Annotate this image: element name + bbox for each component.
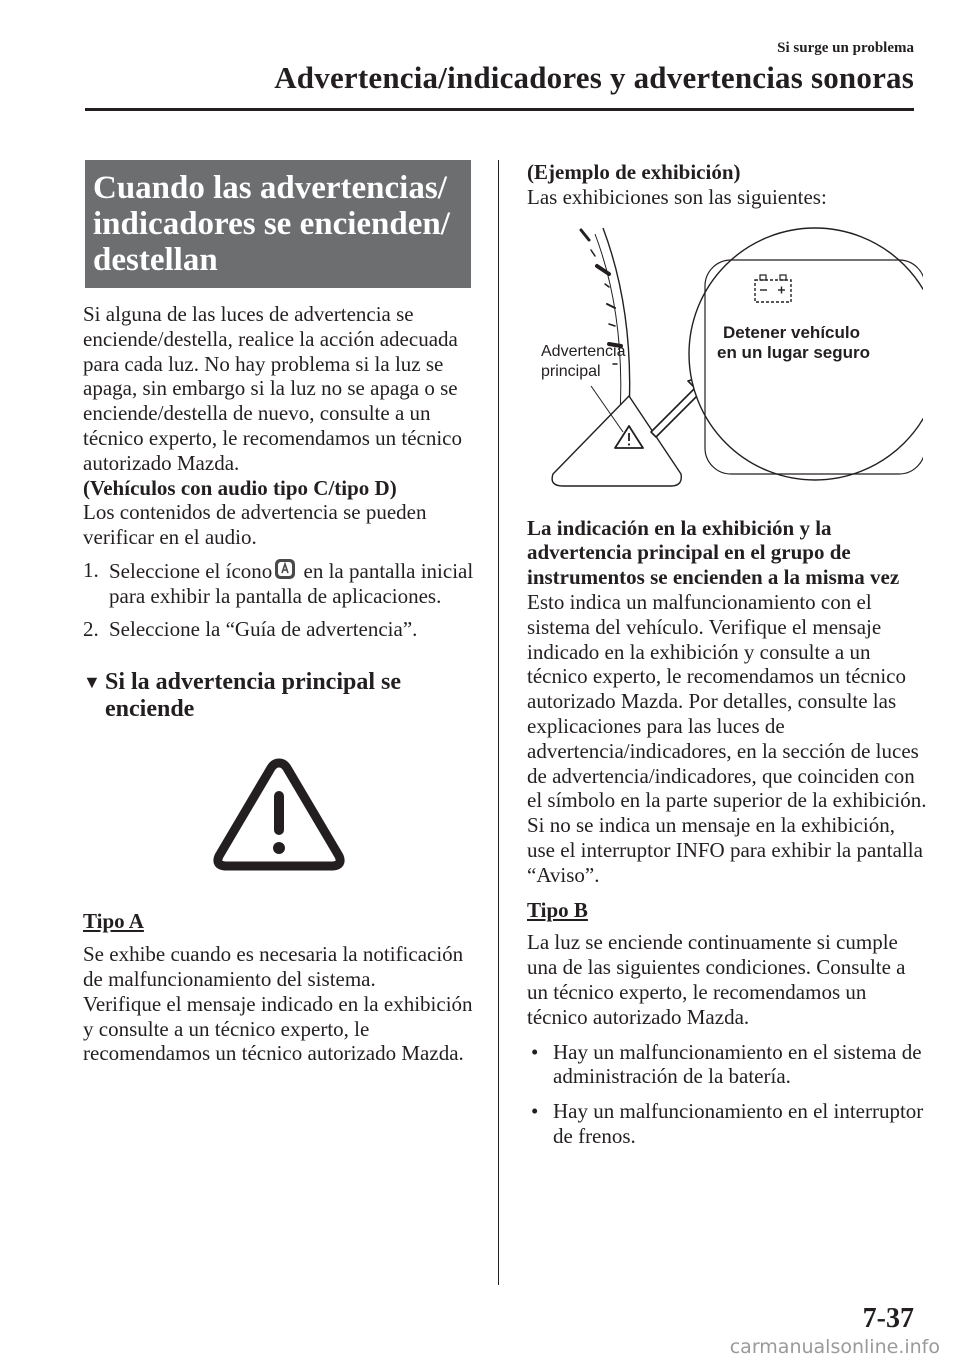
step-text-pre: Seleccione el ícono — [109, 558, 273, 583]
tipo-b-heading: Tipo B — [527, 897, 588, 922]
step-text: Seleccione la “Guía de advertencia”. — [109, 616, 418, 641]
header-rule — [85, 108, 914, 111]
tipo-a-text-1: Se exhibe cuando es necesaria la notificación de malfuncionamiento del sistema. — [83, 942, 464, 991]
tipo-b-text: La luz se enciende continuamente si cumple una de las siguientes condiciones. Consulte a un técnico experto, le recomendamos un técnico autorizado Mazda. — [527, 930, 906, 1029]
triangle-bullet-icon: ▼ — [83, 672, 101, 693]
step-number: 2. — [83, 616, 99, 641]
column-divider — [498, 160, 499, 1285]
list-item — [527, 1099, 927, 1149]
audio-text: Los contenidos de advertencia se pueden verificar en el audio. — [83, 500, 427, 550]
callout-label-line1: Advertencia — [541, 342, 626, 360]
running-header-title: Advertencia/indicadores y advertencias sonoras — [274, 60, 914, 95]
bullet-icon: • — [531, 1039, 539, 1064]
apps-icon — [274, 558, 296, 580]
subheading-text: Si la advertencia principal se enciende — [105, 669, 401, 723]
step-text-post: en la pantalla inicial para exhibir la pantalla de aplicaciones. — [109, 558, 474, 608]
display-example-diagram — [533, 224, 923, 502]
master-warning-icon — [212, 755, 346, 873]
list-item-step-2 — [83, 617, 475, 642]
bold-paragraph: La indicación en la exhibición y la advertencia principal en el grupo de instrumentos se encienden a la misma vez — [527, 515, 900, 590]
intro-paragraph: Si alguna de las luces de advertencia se enciende/destella, realice la acción adecuada para cada luz. No hay problema si la luz se apaga, sin embargo si la luz no se apaga o se enciende/destella de nuevo, consulte a un técnico experto, le recomendamos un técnico autorizado Mazda. — [83, 302, 463, 475]
tipo-a-text-2: Verifique el mensaje indicado en la exhibición y consulte a un técnico experto, le recomendamos un técnico autorizado Mazda. — [83, 991, 473, 1066]
body-paragraph: Esto indica un malfuncionamiento con el sistema del vehículo. Verifique el mensaje indicado en la exhibición y consulte a un técnico experto, le recomendamos un técnico autorizado Mazda. Por detalles, consulte las explicaciones para las luces de advertencia/indicadores, en la sección de luces de advertencia/indicadores, que coinciden con el símbolo en la parte superior de la exhibición. Si no se indica un mensaje en la exhibición, use el interruptor INFO para exhibir la pantalla “Aviso”. — [527, 589, 927, 887]
step-number: 1. — [83, 557, 99, 582]
left-column — [83, 160, 475, 1066]
audio-heading: (Vehículos con audio tipo C/tipo D) — [83, 475, 397, 500]
running-header-section: Si surge un problema — [777, 40, 914, 56]
cluster-warning-panel — [552, 396, 681, 486]
page-number: 7-37 — [862, 1303, 914, 1334]
bullet-icon: • — [531, 1099, 539, 1124]
example-text: Las exhibiciones son las siguientes: — [527, 184, 827, 209]
example-heading: (Ejemplo de exhibición) — [527, 160, 741, 184]
right-column — [527, 160, 927, 1149]
subheading — [83, 669, 475, 723]
bullet-text: Hay un malfuncionamiento en el interruptor de frenos. — [553, 1099, 924, 1148]
bullet-text: Hay un malfuncionamiento en el sistema de administración de la batería. — [553, 1039, 922, 1089]
display-message-line1: Detener vehículo — [723, 322, 860, 342]
callout-label-line2: principal — [541, 362, 601, 380]
list-item — [527, 1040, 927, 1090]
display-message-line2: en un lugar seguro — [717, 342, 871, 362]
tipo-a-heading: Tipo A — [83, 909, 144, 934]
watermark: carmanualsonline.info — [729, 1336, 940, 1358]
list-item-step-1 — [83, 558, 475, 609]
section-title: Cuando las advertencias/ indicadores se encienden/ destellan — [85, 160, 471, 288]
